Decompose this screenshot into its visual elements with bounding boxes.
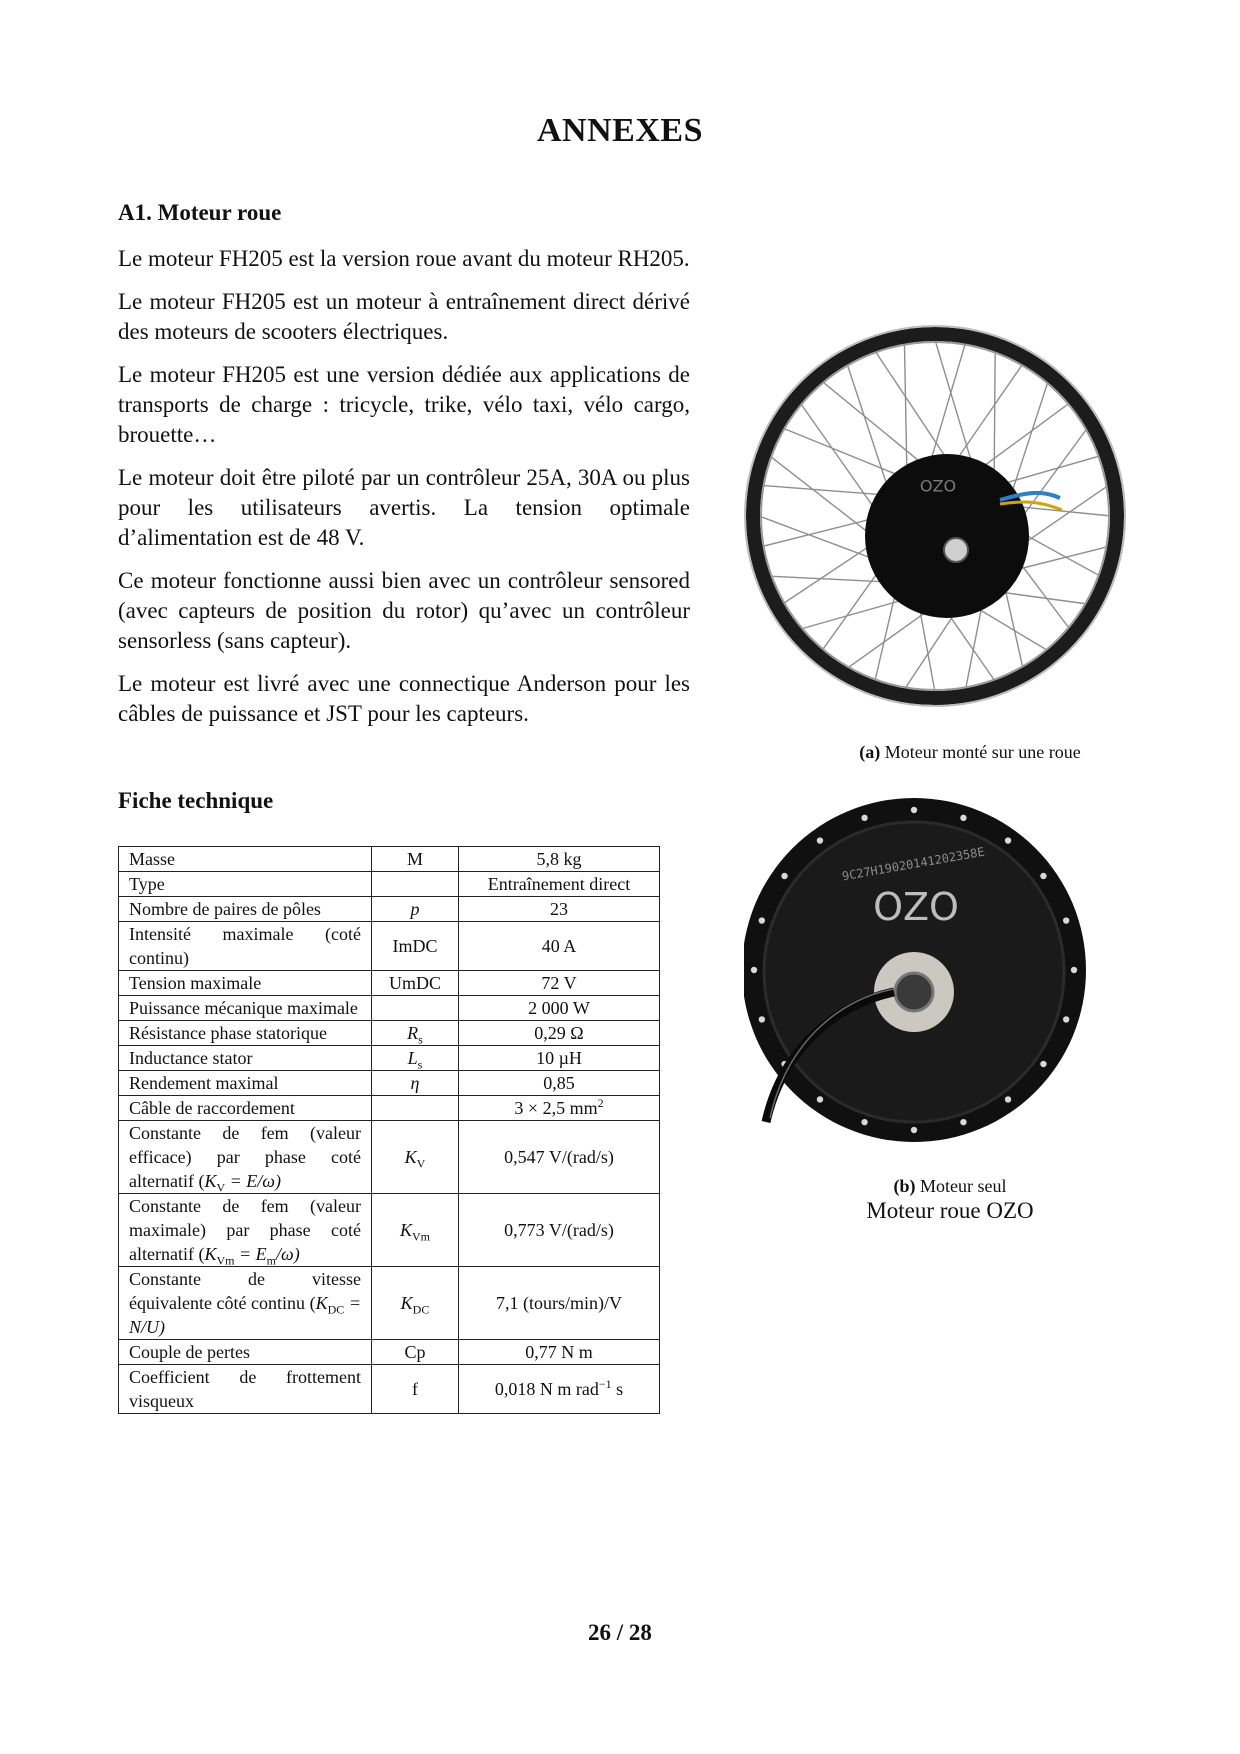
spec-value: 7,1 (tours/min)/V (459, 1267, 660, 1340)
table-row (119, 996, 660, 1021)
bolt (911, 807, 917, 813)
caption-text: Moteur seul (915, 1176, 1007, 1196)
spec-symbol (372, 1021, 459, 1046)
label-text: Constante de fem (valeur efficace) par phase coté alternatif ( (129, 1123, 361, 1191)
spec-symbol (372, 1046, 459, 1071)
spec-value: 2 000 W (459, 996, 660, 1021)
label-var: K (315, 1293, 328, 1313)
table-row (119, 1121, 660, 1194)
symbol-sub: DC (412, 1302, 430, 1317)
value-main: 0,018 N m rad (494, 1379, 599, 1399)
label-text: /ω) (275, 1244, 300, 1264)
symbol-sub: s (418, 1032, 423, 1047)
spec-label (119, 1121, 372, 1194)
spec-symbol (372, 1071, 459, 1096)
label-text: = N/U) (129, 1293, 361, 1337)
spec-value: 0,77 N m (459, 1340, 660, 1365)
spec-value: 0,85 (459, 1071, 660, 1096)
paragraph: Le moteur FH205 est une version dédiée aux applications de transports de charge : tricycle, trike, vélo taxi, vélo cargo, brouette… (118, 362, 690, 447)
spec-label (119, 1194, 372, 1267)
spec-label: Intensité maximale (coté continu) (119, 922, 372, 971)
body-text (118, 244, 690, 742)
label-text: Constante de fem (valeur maximale) par phase coté alternatif ( (129, 1196, 361, 1264)
table-row (119, 1194, 660, 1267)
bolt (1005, 837, 1011, 843)
spec-value: 0,547 V/(rad/s) (459, 1121, 660, 1194)
value-sup: −1 (598, 1377, 612, 1391)
bolt (1040, 1061, 1046, 1067)
bolt (759, 1016, 765, 1022)
table-row (119, 872, 660, 897)
caption-label: (a) (859, 742, 881, 762)
motor-figure (744, 792, 1094, 1162)
symbol-sub: s (417, 1057, 423, 1072)
symbol-sub: V (416, 1156, 426, 1171)
spec-label: Résistance phase statorique (119, 1021, 372, 1046)
motor-axle (895, 973, 933, 1011)
label-sub: DC (327, 1302, 345, 1317)
figure-caption: Moteur roue OZO (866, 1198, 1034, 1223)
bolt (861, 815, 867, 821)
bolt (911, 1127, 917, 1133)
spec-symbol: ImDC (372, 922, 459, 971)
table-row (119, 1046, 660, 1071)
table-row (119, 922, 660, 971)
spec-value: Entraînement direct (459, 872, 660, 897)
table-row (119, 1096, 660, 1121)
bolt (1063, 917, 1069, 923)
spec-value: 23 (459, 897, 660, 922)
label-text: = E (234, 1244, 267, 1264)
spec-label: Nombre de paires de pôles (119, 897, 372, 922)
caption-text: Moteur monté sur une roue (880, 742, 1081, 762)
label-sub: V (216, 1180, 226, 1195)
spec-label: Type (119, 872, 372, 897)
spec-value: 0,29 Ω (459, 1021, 660, 1046)
motor-serial: 9C27H19020141202358E (840, 844, 986, 884)
spec-symbol (372, 897, 459, 922)
spec-label (119, 1267, 372, 1340)
page-title: ANNEXES (537, 112, 703, 149)
bolt (759, 917, 765, 923)
symbol-var: K (399, 1220, 412, 1240)
spec-label: Masse (119, 847, 372, 872)
table-row (119, 1071, 660, 1096)
bolt (1040, 873, 1046, 879)
spec-value: 10 µH (459, 1046, 660, 1071)
figure-b-caption (760, 1176, 1140, 1197)
symbol-var: K (404, 1147, 417, 1167)
paragraph: Le moteur FH205 est la version roue avant du moteur RH205. (118, 246, 690, 271)
value-tail: s (611, 1379, 624, 1399)
bolt (817, 1096, 823, 1102)
spec-value: 0,773 V/(rad/s) (459, 1194, 660, 1267)
label-var: K (204, 1171, 217, 1191)
table-row (119, 1340, 660, 1365)
paragraph: Le moteur doit être piloté par un contrôleur 25A, 30A ou plus pour les utilisateurs avertis. La tension optimale d’alimentation est de 48 V. (118, 465, 690, 550)
symbol-var: p (410, 899, 420, 919)
hub-logo: OZO (919, 476, 957, 495)
bolt (1005, 1096, 1011, 1102)
hub-axle (944, 538, 968, 562)
spec-symbol (372, 1194, 459, 1267)
table-row (119, 1365, 660, 1414)
bolt (817, 837, 823, 843)
spec-symbol (372, 1096, 459, 1121)
table-row (119, 1267, 660, 1340)
section-title: A1. Moteur roue (118, 200, 282, 225)
paragraph: Le moteur FH205 est un moteur à entraînement direct dérivé des moteurs de scooters électriques. (118, 289, 690, 344)
bolt (1063, 1016, 1069, 1022)
label-sub: m (266, 1253, 276, 1268)
spec-value: 40 A (459, 922, 660, 971)
table-row (119, 1021, 660, 1046)
spec-symbol (372, 1121, 459, 1194)
spec-value (459, 1365, 660, 1414)
spec-symbol (372, 872, 459, 897)
spec-label: Tension maximale (119, 971, 372, 996)
label-var: K (204, 1244, 217, 1264)
spec-symbol (372, 1267, 459, 1340)
spec-symbol (372, 996, 459, 1021)
motor-brand: OZO (873, 885, 959, 929)
bolt (861, 1119, 867, 1125)
spec-symbol: M (372, 847, 459, 872)
paragraph: Le moteur est livré avec une connectique Anderson pour les câbles de puissance et JST pour les capteurs. (118, 671, 690, 726)
table-row (119, 971, 660, 996)
table-row (119, 847, 660, 872)
bolt (960, 815, 966, 821)
spec-label: Coefficient de frottement visqueux (119, 1365, 372, 1414)
symbol-sub: Vm (412, 1229, 430, 1244)
spec-label: Puissance mécanique maximale (119, 996, 372, 1021)
paragraph: Ce moteur fonctionne aussi bien avec un contrôleur sensored (avec capteurs de position du rotor) qu’avec un contrôleur sensorless (sans capteur). (118, 568, 690, 653)
bolt (781, 873, 787, 879)
bolt (960, 1119, 966, 1125)
spec-value (459, 1096, 660, 1121)
value-main: 3 × 2,5 mm (514, 1098, 598, 1118)
spec-label: Couple de pertes (119, 1340, 372, 1365)
table-row (119, 897, 660, 922)
label-sub: Vm (216, 1253, 235, 1268)
wheel-motor-figure (742, 314, 1128, 718)
symbol-var: η (410, 1073, 420, 1093)
symbol-var: L (407, 1048, 418, 1068)
spec-symbol: f (372, 1365, 459, 1414)
subsection-title: Fiche technique (118, 788, 274, 813)
label-text: = E/ω) (225, 1171, 282, 1191)
spec-label: Rendement maximal (119, 1071, 372, 1096)
symbol-var: K (400, 1293, 413, 1313)
value-sup: 2 (597, 1096, 604, 1110)
spec-label: Inductance stator (119, 1046, 372, 1071)
bolt (751, 967, 757, 973)
bolt (1071, 967, 1077, 973)
symbol-var: R (407, 1023, 419, 1043)
label-text: Constante de vitesse équivalente côté continu ( (129, 1269, 361, 1313)
spec-symbol: Cp (372, 1340, 459, 1365)
spec-value: 5,8 kg (459, 847, 660, 872)
spec-value: 72 V (459, 971, 660, 996)
figure-a-caption (760, 742, 1180, 763)
page-number: 26 / 28 (588, 1620, 652, 1645)
spec-table (118, 846, 660, 1414)
spec-label: Câble de raccordement (119, 1096, 372, 1121)
spec-symbol: UmDC (372, 971, 459, 996)
caption-label: (b) (893, 1176, 916, 1196)
